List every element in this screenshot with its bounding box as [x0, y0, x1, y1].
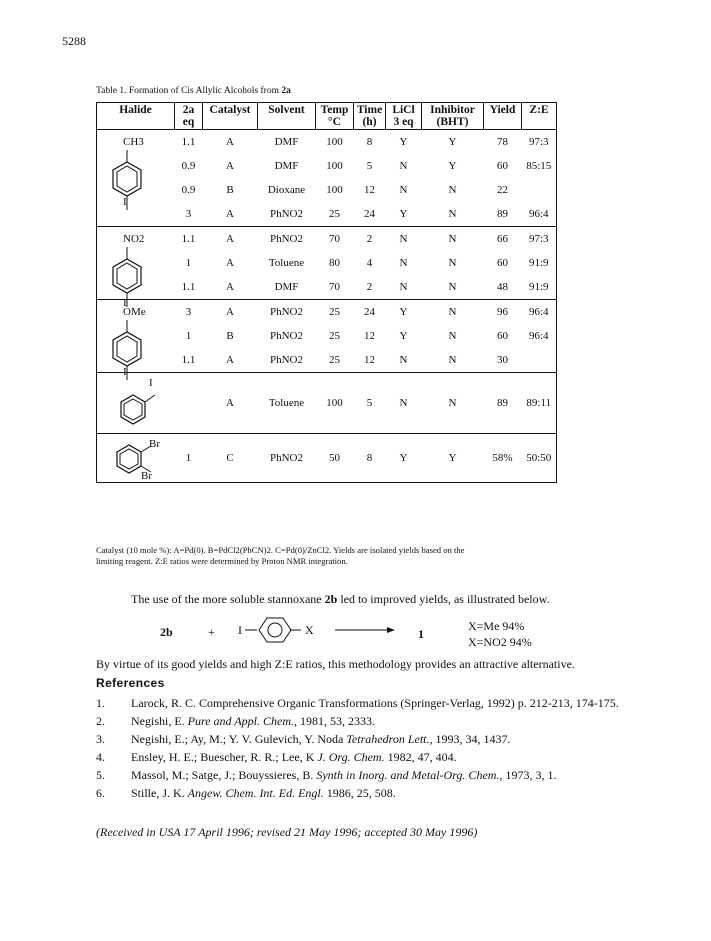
- reference-citation: 1986, 25, 508.: [323, 785, 396, 800]
- column-header: [522, 103, 557, 130]
- table-cell: 8: [354, 434, 386, 483]
- table-cell: PhNO2: [269, 208, 303, 221]
- table-cell: N: [448, 329, 457, 342]
- table-cell: Y: [399, 329, 408, 342]
- table-cell: A: [226, 159, 234, 172]
- table-cell: N: [448, 184, 457, 197]
- table-cell: 24: [354, 300, 386, 324]
- reference-journal: Synth in Inorg. and Metal-Org. Chem.,: [316, 767, 503, 782]
- table-cell: B: [226, 184, 234, 197]
- table-cell: B: [226, 329, 234, 342]
- table-cell: 100: [316, 373, 354, 434]
- table-cell: 1.1: [175, 227, 203, 251]
- table-cell: 78: [484, 130, 522, 154]
- table-cell: 96: [484, 300, 522, 324]
- column-header-unit: (BHT): [436, 116, 469, 128]
- table-cell: 89: [497, 208, 508, 221]
- table-cell: N: [399, 159, 408, 172]
- column-header-line: Time: [356, 104, 383, 116]
- table-cell: 25: [316, 300, 354, 324]
- table-cell: 5: [366, 159, 373, 172]
- halide-structure: [97, 373, 175, 434]
- table-row: [97, 434, 557, 483]
- column-header: [258, 103, 316, 130]
- table-cell: Y: [448, 159, 457, 172]
- table-cell: 8: [354, 130, 386, 154]
- reference-number: 3.: [96, 731, 105, 746]
- table-caption: [96, 86, 291, 96]
- halide-structure: [97, 130, 175, 227]
- paragraph-conclusion: By virtue of its good yields and high Z:E ratios, this methodology provides an attractive alternative.: [96, 657, 575, 671]
- table-cell: 100: [326, 159, 343, 172]
- table-cell: N: [448, 281, 457, 294]
- table-cell: 80: [329, 256, 340, 269]
- substituent-x-label: X: [305, 623, 314, 637]
- table-cell: 2: [366, 281, 373, 294]
- table-cell: 2: [354, 227, 386, 251]
- column-header-line: Solvent: [268, 104, 305, 116]
- reference-number: 5.: [96, 767, 105, 782]
- table-cell: A: [226, 354, 234, 367]
- table-cell: 1.1: [181, 354, 196, 367]
- table-cell: 89:11: [522, 373, 557, 434]
- halide-structure: [97, 227, 175, 309]
- table-cell: PhNO2: [269, 329, 303, 342]
- reference-authors: Negishi, E.; Ay, M.; Y. V. Gulevich, Y. Noda: [131, 731, 347, 746]
- reference-journal: Angew. Chem. Int. Ed. Engl.: [187, 785, 324, 800]
- table-cell: Y: [399, 208, 408, 221]
- table-cell: 25: [329, 329, 340, 342]
- paragraph-text: The use of the more soluble stannoxane: [131, 592, 322, 606]
- reference-authors: Negishi, E.: [131, 713, 188, 728]
- halide-atom-label: I: [123, 297, 127, 309]
- halide-structure: [97, 300, 175, 378]
- reference-authors: Massol, M.; Satge, J.; Bouyssieres, B.: [131, 767, 317, 782]
- table-cell: 12: [364, 184, 375, 197]
- reference-authors: Stille, J. K.: [131, 785, 188, 800]
- table-cell: 1: [185, 256, 192, 269]
- column-header: [203, 103, 258, 130]
- received-dates: (Received in USA 17 April 1996; revised 21 May 1996; accepted 30 May 1996): [96, 825, 478, 839]
- table-cell: Y: [386, 130, 422, 154]
- halide-atom-label: I: [123, 366, 127, 378]
- table-cell: Y: [386, 434, 422, 483]
- table-cell: DMF: [258, 130, 316, 154]
- column-header: [484, 103, 522, 130]
- table-footnote: [96, 545, 566, 567]
- column-header: [386, 103, 422, 130]
- table-cell: Toluene: [268, 256, 305, 269]
- reactant-label: 2b: [160, 625, 173, 639]
- table-caption-text: Table 1. Formation of Cis Allylic Alcohols from: [96, 86, 279, 96]
- table-cell: 60: [497, 159, 508, 172]
- column-header-line: Halide: [119, 104, 152, 116]
- column-header-line: Inhibitor: [430, 104, 475, 116]
- table-cell: 96:4: [528, 208, 549, 221]
- column-header-line: Temp: [320, 104, 349, 116]
- table-cell: 50:50: [522, 434, 557, 483]
- table-cell: 70: [329, 281, 340, 294]
- footnote-line-1: Catalyst (10 mole %): A=Pd(0). B=PdCl2(PhCN)2. C=Pd(0)/ZnCl2. Yields are isolated yields based on the: [96, 545, 465, 555]
- table-cell: A: [203, 227, 258, 251]
- halide-atom-label: Br: [141, 470, 152, 482]
- table-cell: A: [226, 281, 234, 294]
- paragraph-text: led to improved yields, as illustrated below.: [340, 592, 550, 606]
- table-cell: 91:9: [528, 256, 549, 269]
- table-cell: 1.1: [175, 130, 203, 154]
- column-header: [316, 103, 354, 130]
- reaction-arrow-icon: [335, 625, 395, 635]
- table-cell: 12: [364, 329, 375, 342]
- reference-item: [96, 784, 636, 802]
- table-cell: PhNO2: [258, 300, 316, 324]
- table-cell: N: [422, 373, 484, 434]
- substituent-label: OMe: [123, 306, 146, 318]
- substituent-label: CH3: [123, 136, 144, 148]
- result-no2: X=NO2 94%: [468, 635, 532, 649]
- table-cell: 1.1: [181, 281, 196, 294]
- table-cell: 3: [185, 208, 192, 221]
- table-cell: 4: [366, 256, 373, 269]
- column-header-line: 2a: [182, 104, 195, 116]
- table-cell: 3: [175, 300, 203, 324]
- table-cell: 5: [354, 373, 386, 434]
- reference-journal: Tetrahedron Lett.,: [346, 731, 433, 746]
- table-cell: N: [448, 208, 457, 221]
- reference-number: 1.: [96, 695, 105, 710]
- reference-item: [96, 730, 636, 748]
- reference-number: 6.: [96, 785, 105, 800]
- column-header-unit: (h): [362, 116, 377, 128]
- table-cell: Y: [386, 300, 422, 324]
- column-header-line: Z:E: [529, 104, 549, 116]
- table-cell: 60: [497, 256, 508, 269]
- results-table: [96, 102, 557, 483]
- table-cell: 22: [497, 184, 508, 197]
- table-cell: A: [203, 373, 258, 434]
- halide-structure: [97, 434, 175, 483]
- column-header: [175, 103, 203, 130]
- table-cell: A: [226, 208, 234, 221]
- table-cell: Y: [422, 130, 484, 154]
- table-cell: Toluene: [258, 373, 316, 434]
- column-header-unit: eq: [182, 116, 195, 128]
- table-cell: 1: [185, 329, 192, 342]
- table-cell: 96:4: [528, 329, 549, 342]
- table-cell: N: [448, 256, 457, 269]
- table-cell: 1: [175, 434, 203, 483]
- footnote-line-2: limiting reagent. Z:E ratios were determined by Proton NMR integration.: [96, 556, 348, 566]
- table-cell: N: [399, 354, 408, 367]
- table-cell: 89: [484, 373, 522, 434]
- table-cell: A: [203, 130, 258, 154]
- table-cell: 70: [316, 227, 354, 251]
- table-cell: 100: [326, 184, 343, 197]
- table-row: [97, 300, 557, 324]
- table-cell: 66: [484, 227, 522, 251]
- table-row: [97, 373, 557, 434]
- references-heading: References: [96, 676, 165, 690]
- table-cell: N: [386, 227, 422, 251]
- table-cell: N: [399, 184, 408, 197]
- column-header-line: Yield: [489, 104, 516, 116]
- table-row: [97, 227, 557, 251]
- table-body: [97, 130, 557, 483]
- reference-citation: 1982, 47, 404.: [384, 749, 457, 764]
- table-caption-compound: 2a: [281, 86, 291, 96]
- table-cell: A: [226, 256, 234, 269]
- table-cell: 60: [497, 329, 508, 342]
- table-cell: 96:4: [522, 300, 557, 324]
- halide-atom-label: I: [123, 196, 127, 208]
- reference-citation: 1973, 3, 1.: [502, 767, 557, 782]
- table-header-row: [97, 103, 557, 130]
- plus-sign: +: [208, 625, 215, 639]
- table-cell: 25: [329, 354, 340, 367]
- column-header-line: Catalyst: [209, 104, 251, 116]
- reference-journal: Pure and Appl. Chem.,: [187, 713, 297, 728]
- table-cell: Y: [422, 434, 484, 483]
- reference-item: [96, 766, 636, 784]
- table-cell: 48: [497, 281, 508, 294]
- reference-authors: Larock, R. C. Comprehensive Organic Transformations (Springer-Verlag, 1992) p. 212-213, 174-175.: [131, 695, 619, 710]
- table-cell: DMF: [274, 281, 299, 294]
- substituent-label: I: [149, 377, 153, 389]
- substituent-label: Br: [149, 438, 160, 450]
- column-header-line: LiCl: [392, 104, 415, 116]
- reference-item: [96, 712, 636, 730]
- product-label: 1: [418, 627, 424, 641]
- table-cell: N: [448, 354, 457, 367]
- table-cell: 25: [329, 208, 340, 221]
- reference-authors: Ensley, H. E.; Buescher, R. R.; Lee, K: [131, 749, 318, 764]
- table-cell: 12: [364, 354, 375, 367]
- table-cell: 58%: [484, 434, 522, 483]
- page-number: 5288: [62, 34, 86, 48]
- table-cell: [522, 348, 557, 372]
- table-cell: N: [399, 256, 408, 269]
- reaction-scheme: [150, 615, 570, 655]
- table-cell: N: [386, 373, 422, 434]
- table-cell: PhNO2: [258, 434, 316, 483]
- benzene-ring-icon: [245, 615, 305, 645]
- table-cell: C: [203, 434, 258, 483]
- table-cell: DMF: [274, 159, 299, 172]
- reference-journal: J. Org. Chem.: [317, 749, 385, 764]
- table-cell: N: [422, 300, 484, 324]
- table-cell: 100: [316, 130, 354, 154]
- substituent-label: NO2: [123, 233, 145, 245]
- table-cell: A: [203, 300, 258, 324]
- table-cell: 85:15: [526, 159, 552, 172]
- table-cell: N: [399, 281, 408, 294]
- reference-citation: 1981, 53, 2333.: [297, 713, 375, 728]
- table-cell: 50: [316, 434, 354, 483]
- reference-item: [96, 748, 636, 766]
- paragraph-stannoxane: [131, 592, 550, 607]
- table-cell: Dioxane: [267, 184, 306, 197]
- column-header: [97, 103, 175, 130]
- table-cell: 0.9: [181, 159, 196, 172]
- table-cell: [175, 373, 203, 434]
- table-cell: N: [422, 227, 484, 251]
- table-row: [97, 130, 557, 154]
- benzene-ring-icon: [97, 434, 175, 497]
- compound-label: 2b: [324, 592, 338, 606]
- column-header: [422, 103, 484, 130]
- column-header: [354, 103, 386, 130]
- reference-number: 4.: [96, 749, 105, 764]
- reference-number: 2.: [96, 713, 105, 728]
- reference-item: [96, 694, 636, 712]
- table-cell: PhNO2: [258, 227, 316, 251]
- column-header-unit: °C: [328, 116, 341, 128]
- reference-citation: 1993, 34, 1437.: [432, 731, 511, 746]
- references-list: [96, 694, 636, 802]
- table-cell: 30: [497, 354, 508, 367]
- table-cell: [522, 178, 557, 202]
- table-cell: 0.9: [181, 184, 196, 197]
- column-header-unit: 3 eq: [393, 116, 414, 128]
- iodo-label: I: [238, 623, 242, 637]
- table-cell: 97:3: [522, 130, 557, 154]
- table-cell: 91:9: [528, 281, 549, 294]
- table-cell: 24: [364, 208, 375, 221]
- table-cell: PhNO2: [269, 354, 303, 367]
- table-cell: 97:3: [522, 227, 557, 251]
- result-me: X=Me 94%: [468, 619, 525, 633]
